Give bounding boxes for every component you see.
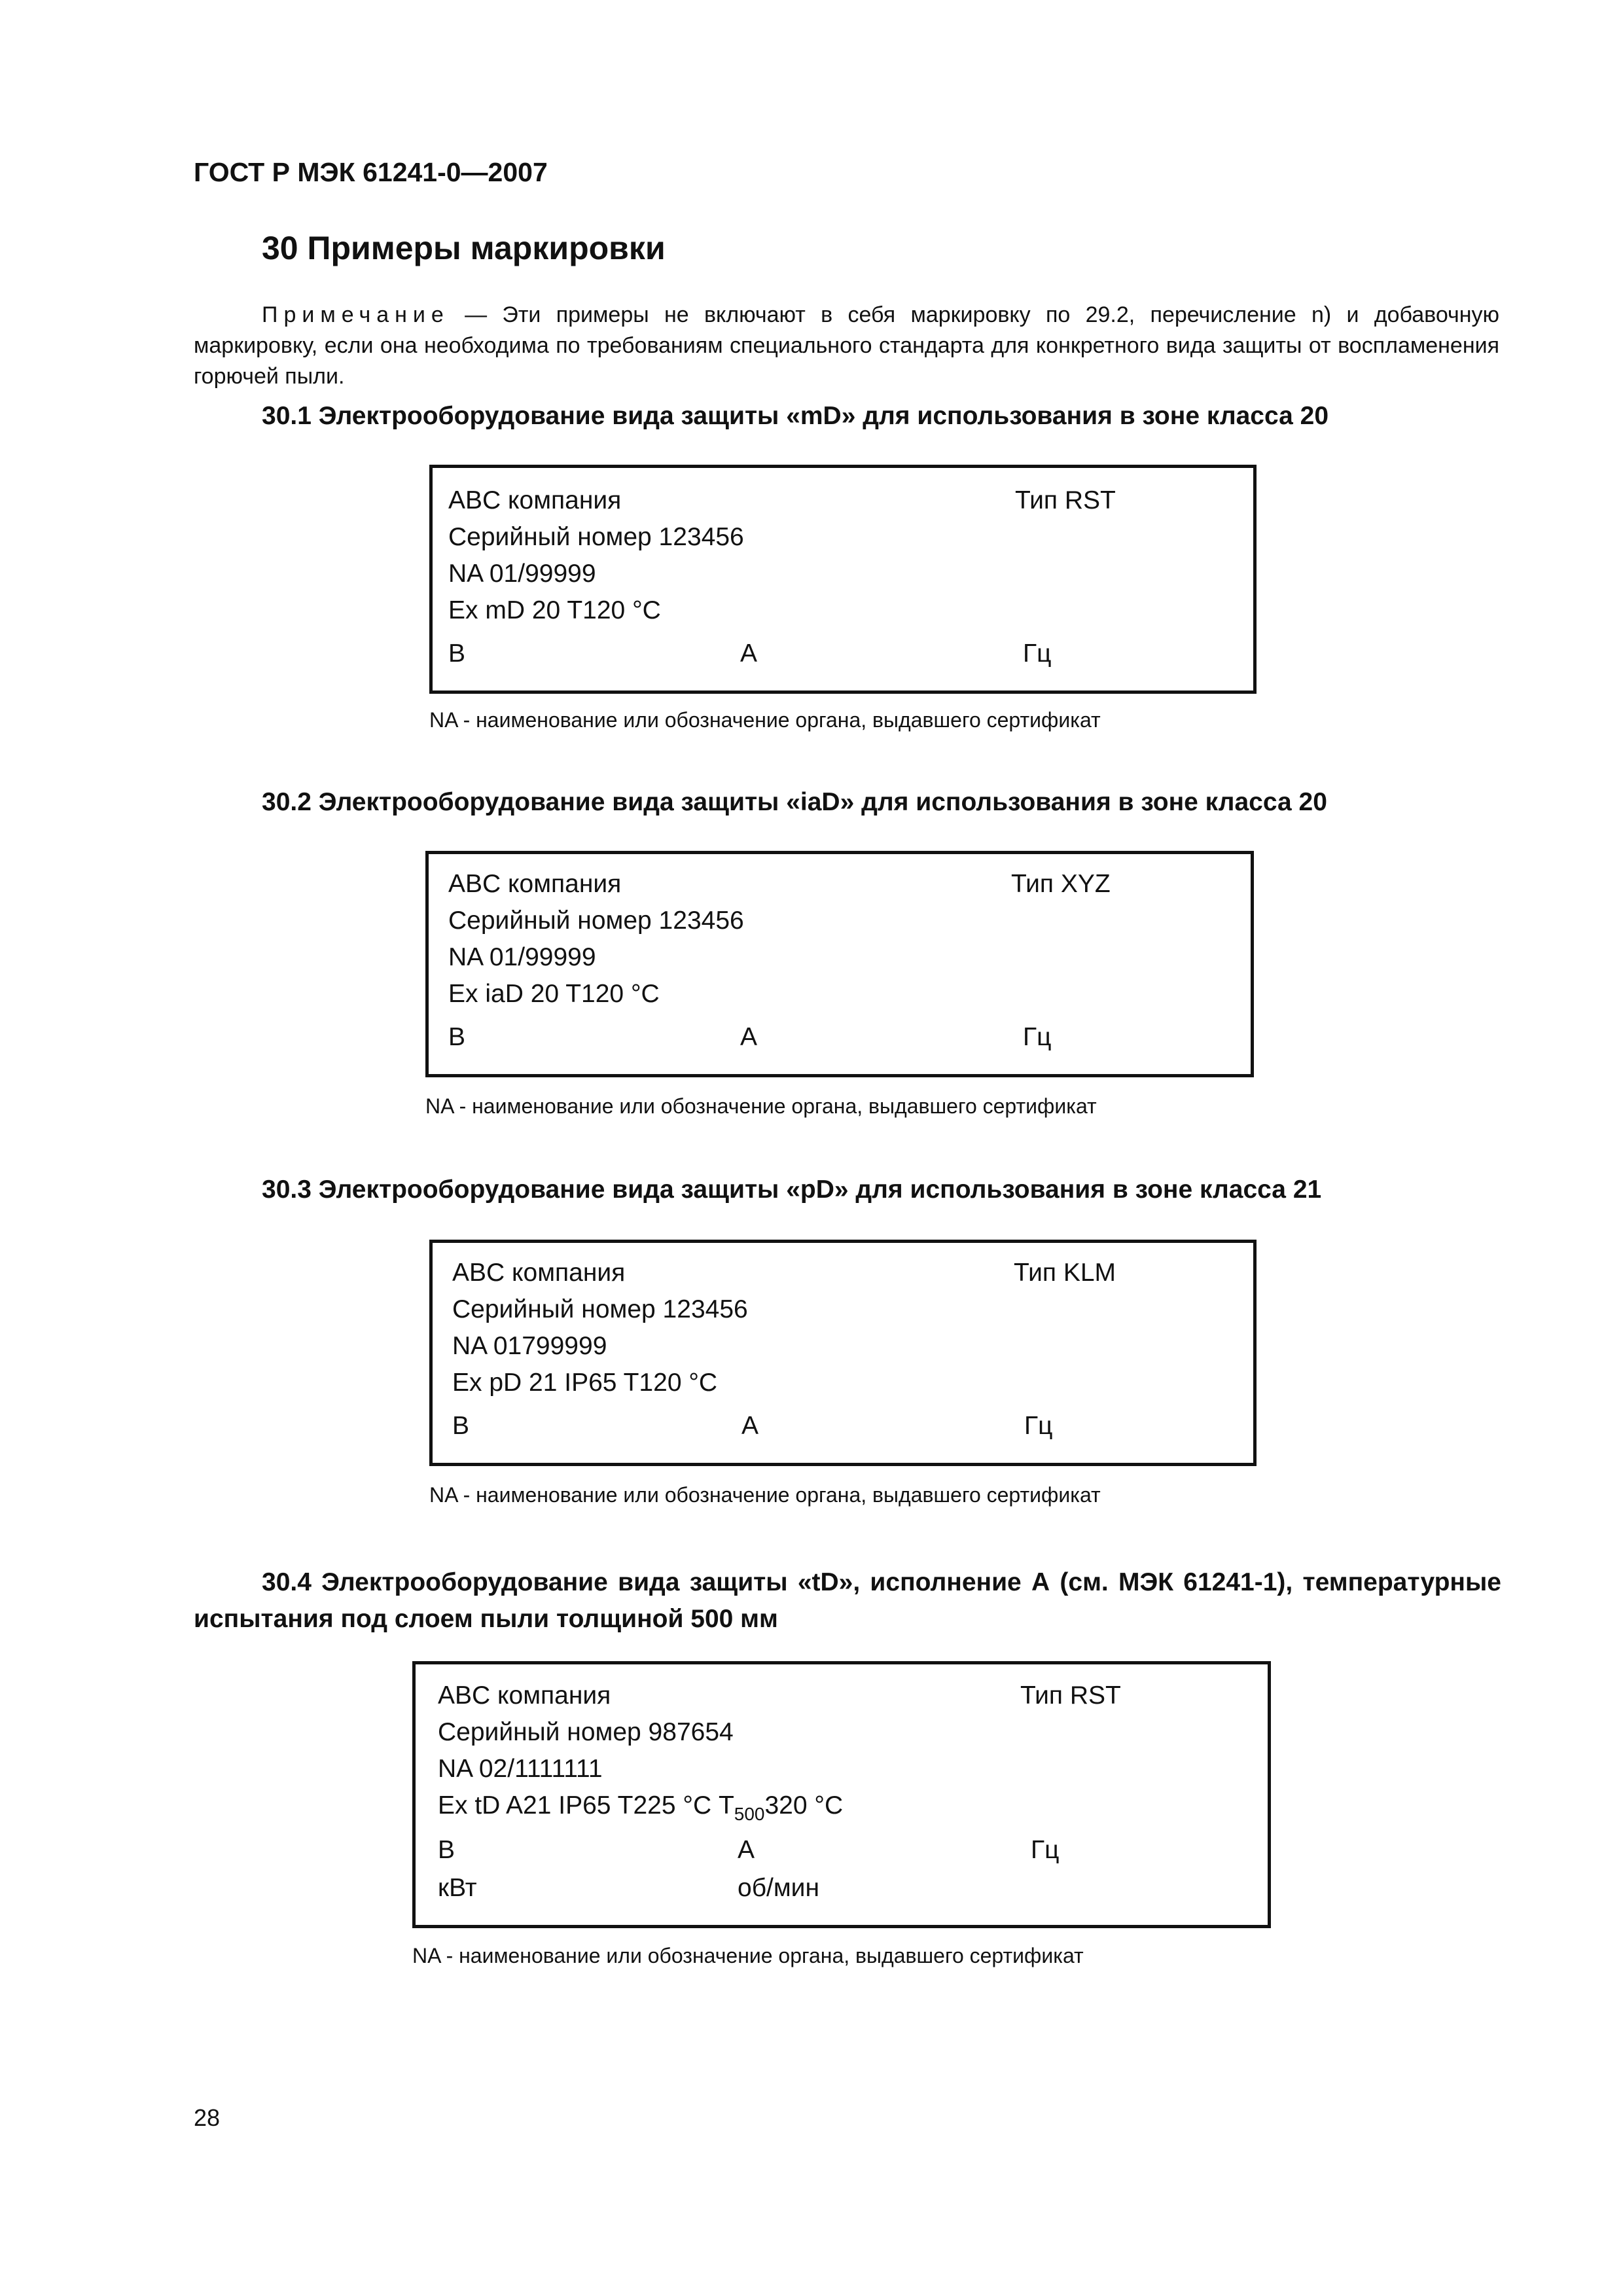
plate-speed: об/мин: [738, 1874, 819, 1902]
plate-serial: Серийный номер 123456: [448, 523, 744, 551]
plate-serial: Серийный номер 123456: [448, 906, 744, 935]
plate-voltage: В: [438, 1836, 455, 1864]
plate-caption-30-4: NA - наименование или обозначение органа, выдавшего сертификат: [412, 1944, 1084, 1967]
section-title: 30 Примеры маркировки: [262, 230, 666, 266]
plate-current: А: [738, 1836, 755, 1864]
plate-marking-main: Ex tD A21 IP65 T225 °С T: [438, 1791, 734, 1820]
plate-marking-tail: 320 °С: [764, 1791, 844, 1820]
plate-frequency: Гц: [1031, 1836, 1060, 1864]
plate-serial: Серийный номер 123456: [452, 1295, 748, 1323]
plate-frequency: Гц: [1024, 1412, 1053, 1440]
subsection-title-30-4: 30.4 Электрооборудование вида защиты «tD», исполнение А (см. МЭК 61241-1), температурные испытания под слоем пыли толщиной 500 мм: [194, 1568, 1501, 1633]
plate-frequency: Гц: [1023, 639, 1052, 668]
plate-voltage: В: [448, 1023, 466, 1051]
subsection-title-30-3: 30.3 Электрооборудование вида защиты «pD» для использования в зоне класса 21: [262, 1175, 1322, 1204]
plate-company: ABC компания: [448, 486, 622, 514]
plate-certificate: NA 01/99999: [448, 560, 596, 588]
plate-marking: Ex pD 21 IP65 T120 °С: [452, 1369, 718, 1397]
subsection-title-30-2: 30.2 Электрооборудование вида защиты «iaD» для использования в зоне класса 20: [262, 788, 1327, 816]
plate-caption-30-3: NA - наименование или обозначение органа, выдавшего сертификат: [429, 1483, 1101, 1507]
plate-marking: [438, 1791, 844, 1824]
document-header: ГОСТ Р МЭК 61241-0—2007: [194, 157, 548, 187]
marking-plate-30-1: [429, 465, 1257, 694]
plate-marking-subscript: 500: [734, 1804, 765, 1824]
plate-power: кВт: [438, 1874, 477, 1902]
plate-current: А: [741, 1412, 759, 1440]
plate-marking: Ex mD 20 T120 °С: [448, 596, 661, 624]
marking-plate-30-2: [425, 851, 1254, 1077]
subsection-title-30-1: 30.1 Электрооборудование вида защиты «mD» для использования в зоне класса 20: [262, 402, 1329, 430]
plate-type: Тип XYZ: [1011, 870, 1111, 898]
plate-current: А: [740, 1023, 758, 1051]
plate-certificate: NA 02/1111111: [438, 1755, 603, 1783]
plate-company: ABC компания: [438, 1681, 611, 1710]
plate-caption-30-1: NA - наименование или обозначение органа, выдавшего сертификат: [429, 708, 1101, 732]
page-number: 28: [194, 2104, 221, 2131]
plate-voltage: В: [448, 639, 466, 668]
plate-certificate: NA 01799999: [452, 1332, 607, 1360]
plate-type: Тип KLM: [1014, 1259, 1116, 1287]
note-text: — Эти примеры не включают в себя маркировку по 29.2, перечисление n) и добавочную маркировку, если она необходима по требованиям специального стандарта для конкретного вида защиты от воспламенения горючей пыли.: [194, 302, 1499, 389]
plate-type: Тип RST: [1020, 1681, 1121, 1710]
plate-caption-30-2: NA - наименование или обозначение органа, выдавшего сертификат: [425, 1094, 1097, 1118]
plate-marking: Ex iaD 20 T120 °С: [448, 980, 660, 1008]
plate-type: Тип RST: [1015, 486, 1116, 514]
plate-frequency: Гц: [1023, 1023, 1052, 1051]
plate-company: ABC компания: [448, 870, 622, 898]
plate-current: А: [740, 639, 758, 668]
note-label: Примечание: [262, 302, 450, 327]
plate-certificate: NA 01/99999: [448, 943, 596, 971]
marking-plate-30-3: [429, 1240, 1257, 1466]
plate-voltage: В: [452, 1412, 470, 1440]
marking-plate-30-4: [412, 1661, 1271, 1928]
plate-serial: Серийный номер 987654: [438, 1718, 734, 1746]
note-paragraph: [194, 300, 1499, 392]
plate-company: ABC компания: [452, 1259, 626, 1287]
